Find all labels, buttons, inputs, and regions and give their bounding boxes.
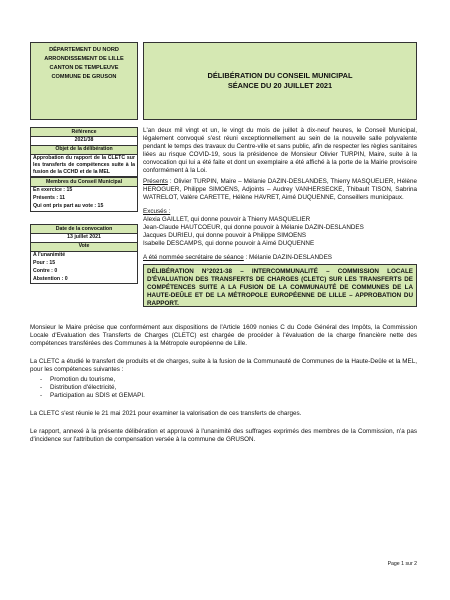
session-info [143,127,417,262]
objet-text: Approbation du rapport de la CLETC sur les transferts de compétences suite à la fusion de la CCHD et de la MEL [33,155,135,176]
reference-box [30,127,138,177]
commune-header-box [30,42,138,120]
secretary-label: A été nommée secrétaire de séance [143,254,244,262]
body-paragraph-3: La CLETC s'est réunie le 21 mai 2021 pour examiner la valorisation de ces transferts de charges. [30,410,302,417]
list-item: - Promotion du tourisme, [40,376,116,383]
presents-label: Présents [143,177,168,185]
convocation-box [30,224,138,284]
excuses-label: Excusés : [143,207,171,215]
members-present: Présents : 11 [33,195,66,202]
body-paragraph-2: La CLETC a étudié le transfert de produits et de charges, suite à la fusion de la Communauté de Communes de la Haute-Deûle et la MEL, pour les compétences suivantes : [30,358,417,374]
secretary-name: : Mélanie DAZIN-DESLANDES [243,254,332,262]
vote-label: Vote [31,243,137,252]
body-paragraph-4: Le rapport, annexé à la présente délibération et approuvé à l'unanimité des suffrages exprimés des membres de la Commission, n'a pas d'incidence sur l'attribution de compensation versée à la commune de GRUSON. [30,428,417,444]
intro-paragraph: L'an deux mil vingt et un, le vingt du mois de juillet à dix-neuf heures, le Conseil Municipal, légalement convoqué s'est réuni exceptionnellement au sein de la nouvelle salle polyvalente pendant le temps des travaux du Centre-ville et sans public, afin de respecter les règles sanitaires liées au risque COVID-19, sous la présidence de Monsieur Olivier TURPIN, Maire, suite à la convocation qui lui a été faite et dont un exemplaire a été affiché à la porte de la Mairie provisoire conformément à la Loi. [143,127,417,175]
members-in-office: En exercice : 15 [33,187,73,194]
excused-member: Isabelle DESCAMPS, qui donne pouvoir à Aimé DUQUENNE [143,240,315,248]
body-paragraph-1: Monsieur le Maire précise que conformément aux dispositions de l'Article 1609 nonies C du Code Général des Impôts, la Commission Locale d'Evaluation des Transferts de Charges (CLETC) est chargée de procéder à l'évaluation de la charge financière nette des compétences transférées des Communes à la Métropole européenne de Lille. [30,324,417,348]
presents-list: : Olivier TURPIN, Maire – Mélanie DAZIN-DESLANDES, Thierry MASQUELIER, Hélène HEROGUER, Philippe SIMOENS, Adjoints – Audrey VANHERSECKE, Thibault TISON, Sabrina WATRELOT, Valère CARETTE, Hélène HAVRET, Aimé DUQUENNE, Conseillers municipaux. [143,177,417,201]
members-voting: Qui ont pris part au vote : 15 [33,203,104,210]
convocation-date-label: Date de la convocation [31,225,137,234]
objet-label: Objet de la délibération [31,146,137,155]
commune-line: COMMUNE DE GRUSON [51,74,117,80]
document-title: DÉLIBÉRATION DU CONSEIL MUNICIPAL [207,71,353,81]
members-box [30,177,138,212]
vote-against: Contre : 0 [33,268,58,275]
arrondissement-line: ARRONDISSEMENT DE LILLE [44,56,124,62]
canton-line: CANTON DE TEMPLEUVE [49,65,119,71]
page-number: Page 1 sur 2 [387,561,417,567]
convocation-date-value: 13 juillet 2021 [31,234,137,243]
list-item: - Distribution d'électricité, [40,384,117,392]
excused-member: Jacques DURIEU, qui donne pouvoir à Philippe SIMOENS [143,232,307,240]
vote-unanimity: A l'unanimité [33,252,66,259]
excused-member: Jean-Claude HAUTCOEUR, qui donne pouvoir à Mélanie DAZIN-DESLANDES [143,224,364,232]
competences-list [30,376,417,401]
title-box [143,42,417,120]
vote-for: Pour : 15 [33,260,56,267]
vote-abstention: Abstention : 0 [33,275,68,282]
reference-value: 2021/38 [31,137,137,146]
list-item: - Participation au SDIS et GEMAPI. [40,392,145,400]
department-line: DÉPARTEMENT DU NORD [49,47,119,53]
secretary-paragraph [143,254,417,262]
members-label: Membres du Conseil Municipal [31,178,137,187]
deliberation-title: DÉLIBÉRATION N°2021-38 – INTERCOMMUNALITÉ – COMMISSION LOCALE D'ÉVALUATION DES TRANSFERTS DE CHARGES (CLETC) SUR LES TRANSFERTS DE COMPÉTENCES SUITE A LA FUSION DE LA COMMUNAUTÉ DE COMMUNES DE LA HAUTE-DEÛLE ET DE LA MÉTROPOLE EUROPÉENNE DE LILLE – APPROBATION DU RAPPORT. [143,264,417,307]
excused-member: Alexia GAILLET, qui donne pouvoir à Thierry MASQUELIER [143,215,311,223]
session-date-title: SÉANCE DU 20 JUILLET 2021 [227,81,333,90]
presents-paragraph [143,178,417,202]
reference-label: Référence [31,128,137,137]
